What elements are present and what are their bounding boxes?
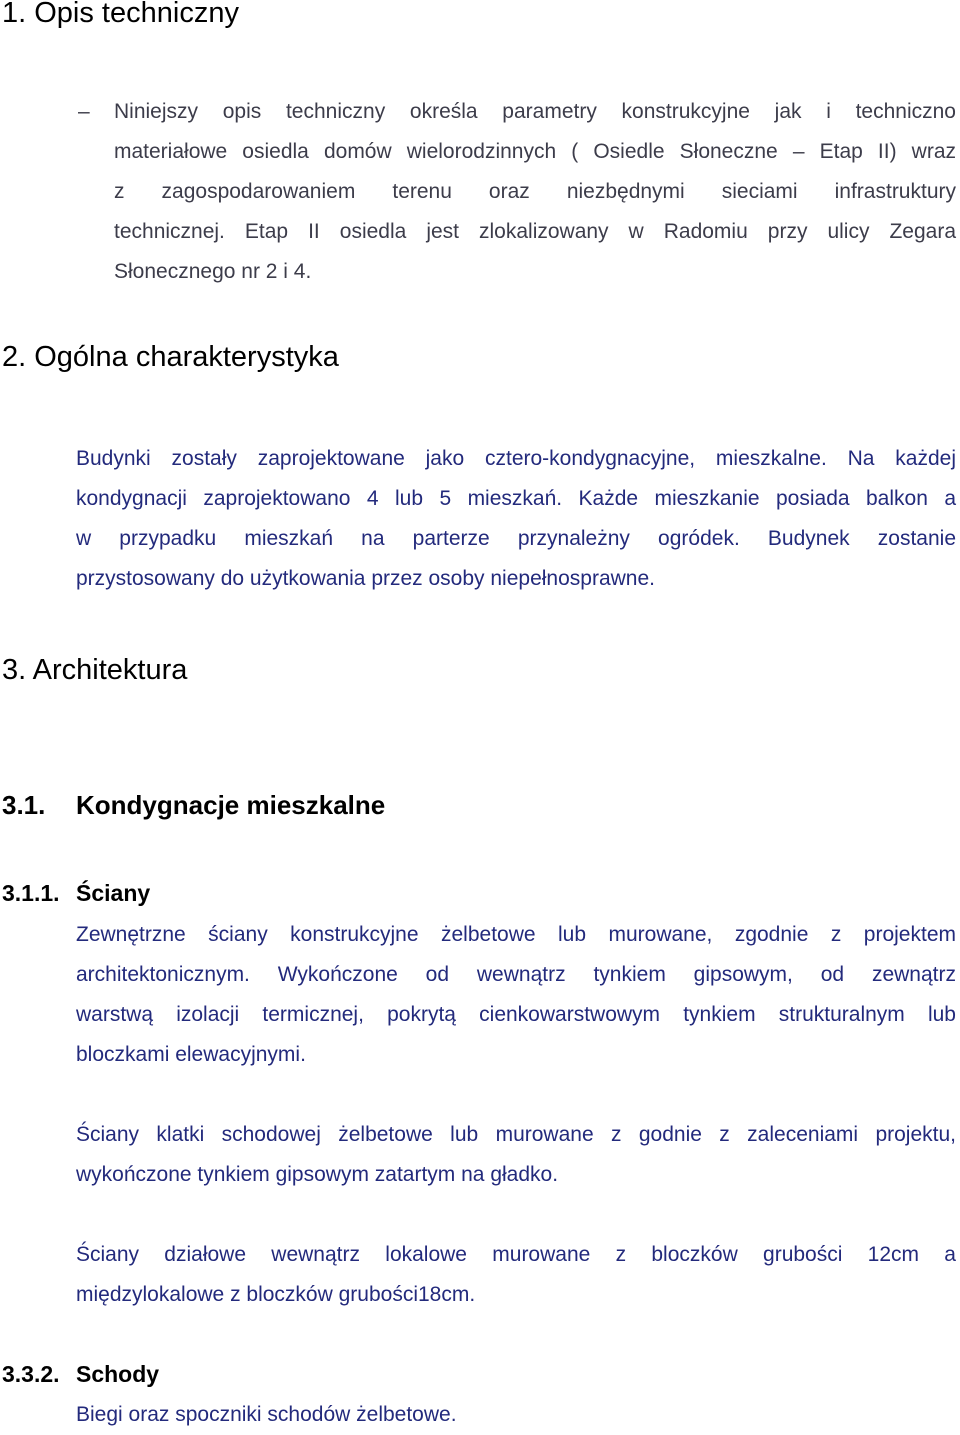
paragraph-line: Biegi oraz spoczniki schodów żelbetowe.	[76, 1403, 457, 1426]
paragraph-line: Budynki zostały zaprojektowane jako cztero-kondygnacyjne, mieszkalne. Na każdej	[76, 447, 956, 470]
paragraph-line: technicznej. Etap II osiedla jest zlokalizowany w Radomiu przy ulicy Zegara	[114, 220, 956, 243]
paragraph-line: przystosowany do użytkowania przez osoby niepełnosprawne.	[76, 567, 655, 590]
paragraph-line: Słonecznego nr 2 i 4.	[114, 260, 312, 283]
subsection-number: 3.1.	[2, 790, 46, 820]
walls-paragraph-2	[76, 1115, 956, 1195]
section-1-title: 1. Opis techniczny	[2, 0, 239, 29]
section-2-paragraph	[76, 439, 956, 599]
subsubsection-number: 3.1.1.	[2, 880, 60, 906]
paragraph-line: architektonicznym. Wykończone od wewnątrz tynkiem gipsowym, od zewnątrz	[76, 963, 956, 986]
subsubsection-title: Ściany	[76, 880, 151, 906]
paragraph-line: w przypadku mieszkań na parterze przynależny ogródek. Budynek zostanie	[76, 527, 956, 550]
section-3-title: 3. Architektura	[2, 654, 188, 686]
section-2-title: 2. Ogólna charakterystyka	[2, 341, 339, 373]
walls-paragraph-1	[76, 915, 956, 1075]
paragraph-line: Zewnętrzne ściany konstrukcyjne żelbetowe lub murowane, zgodnie z projektem	[76, 923, 956, 946]
paragraph-line: kondygnacji zaprojektowano 4 lub 5 mieszkań. Każde mieszkanie posiada balkon a	[76, 487, 956, 510]
paragraph-line: z zagospodarowaniem terenu oraz niezbędnymi sieciami infrastruktury	[114, 180, 956, 203]
paragraph-line: międzylokalowe z bloczków grubości18cm.	[76, 1283, 476, 1306]
paragraph-line: Niniejszy opis techniczny określa parametry konstrukcyjne jak i techniczno	[114, 100, 956, 123]
stairs-paragraph	[76, 1395, 956, 1435]
paragraph-line: warstwą izolacji termicznej, pokrytą cienkowarstwowym tynkiem strukturalnym lub	[76, 1003, 956, 1026]
paragraph-line: materiałowe osiedla domów wielorodzinnych ( Osiedle Słoneczne – Etap II) wraz	[114, 140, 956, 163]
subsubsection-number: 3.3.2.	[2, 1361, 60, 1387]
subsubsection-title: Schody	[76, 1361, 160, 1387]
paragraph-line: bloczkami elewacyjnymi.	[76, 1043, 306, 1066]
subsection-title: Kondygnacje mieszkalne	[76, 790, 386, 820]
section-1-paragraph	[114, 92, 956, 292]
paragraph-line: Ściany klatki schodowej żelbetowe lub murowane z godnie z zaleceniami projektu,	[76, 1123, 956, 1146]
bullet-dash: –	[78, 100, 90, 123]
paragraph-line: wykończone tynkiem gipsowym zatartym na gładko.	[76, 1163, 559, 1186]
paragraph-line: Ściany działowe wewnątrz lokalowe murowane z bloczków grubości 12cm a	[76, 1243, 956, 1266]
walls-paragraph-3	[76, 1235, 956, 1315]
